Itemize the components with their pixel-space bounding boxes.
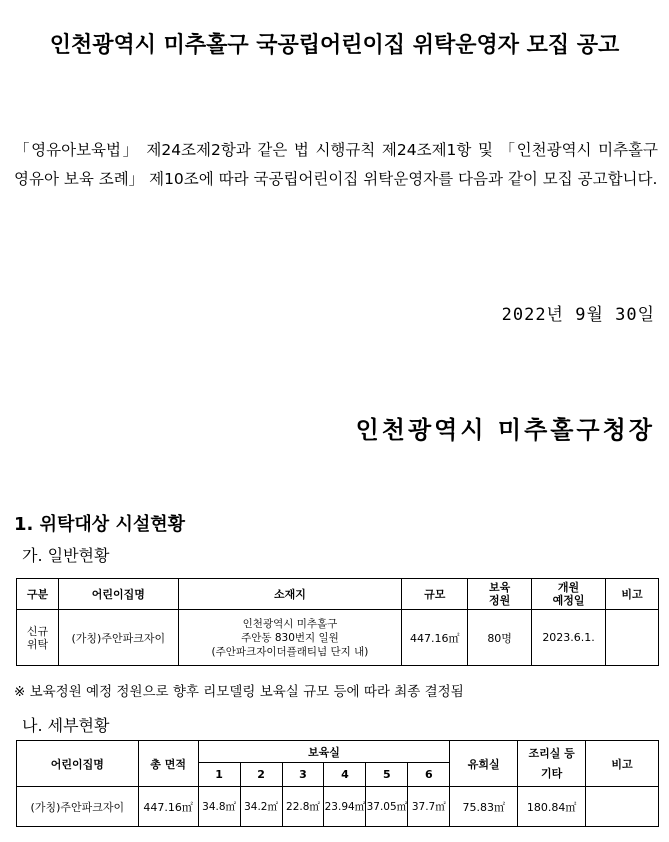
cell-remark: [606, 610, 659, 666]
header-room-1: 1: [198, 763, 240, 787]
header-remark: 비고: [586, 741, 659, 787]
header-room-3: 3: [282, 763, 324, 787]
cell-play-room: 75.83㎡: [450, 787, 518, 827]
header-total-area: 총 면적: [138, 741, 198, 787]
cell-daycare-name: (가칭)주안파크자이: [58, 610, 178, 666]
table-row: [17, 610, 659, 666]
header-capacity: 보육 정원: [468, 579, 532, 610]
cell-type: [17, 610, 59, 666]
cell-daycare-name: (가칭)주안파크자이: [17, 787, 139, 827]
type-line2: 위탁: [26, 637, 49, 651]
header-rooms: 보육실: [198, 741, 450, 763]
address-line1: 인천광역시 미추홀구: [242, 617, 338, 630]
subsection-general-status: 가. 일반현황: [22, 546, 110, 565]
cell-room-4: 23.94㎡: [324, 787, 366, 827]
header-daycare-name: 어린이집명: [58, 579, 178, 610]
table-row: [17, 787, 659, 827]
cell-kitchen-etc: 180.84㎡: [518, 787, 586, 827]
subsection-detail-status: 나. 세부현황: [22, 716, 110, 735]
header-remark: 비고: [606, 579, 659, 610]
detail-status-table: [16, 740, 659, 827]
signer-name: 인천광역시 미추홀구청장: [355, 415, 655, 444]
announcement-date: 2022년 9월 30일: [501, 305, 655, 325]
header-play-room: 유희실: [450, 741, 518, 787]
section-heading: 1. 위탁대상 시설현황: [14, 514, 185, 535]
cell-room-1: 34.8㎡: [198, 787, 240, 827]
header-room-5: 5: [366, 763, 408, 787]
header-room-4: 4: [324, 763, 366, 787]
cell-size: 447.16㎡: [402, 610, 468, 666]
address-line3: (주안파크자이더플래티넘 단지 내): [211, 645, 369, 658]
cell-address: [178, 610, 402, 666]
address-line2: 주안동 830번지 일원: [241, 631, 339, 644]
page-title: 인천광역시 미추홀구 국공립어린이집 위탁운영자 모집 공고: [49, 33, 620, 58]
header-kitchen-etc: 조리실 등 기타: [518, 741, 586, 787]
cell-remark: [586, 787, 659, 827]
header-room-6: 6: [408, 763, 450, 787]
header-room-2: 2: [240, 763, 282, 787]
cell-total-area: 447.16㎡: [138, 787, 198, 827]
cell-capacity: 80명: [468, 610, 532, 666]
header-size: 규모: [402, 579, 468, 610]
cell-room-3: 22.8㎡: [282, 787, 324, 827]
header-address: 소재지: [178, 579, 402, 610]
capacity-note: ※ 보육정원 예정 정원으로 향후 리모델링 보육실 규모 등에 따라 최종 결정됨: [14, 684, 464, 700]
cell-room-2: 34.2㎡: [240, 787, 282, 827]
cell-room-5: 37.05㎡: [366, 787, 408, 827]
type-line1: 신규: [26, 624, 49, 638]
general-status-table: [16, 578, 659, 666]
header-type: 구분: [17, 579, 59, 610]
header-open-date: 개원 예정일: [532, 579, 606, 610]
cell-room-6: 37.7㎡: [408, 787, 450, 827]
cell-open-date: 2023.6.1.: [532, 610, 606, 666]
intro-paragraph: 「영유아보육법」 제24조제2항과 같은 법 시행규칙 제24조제1항 및 「인천광역시 미추홀구 영유아 보육 조례」 제10조에 따라 국공립어린이집 위탁운영자를 다음과 같이 모집 공고합니다.: [14, 141, 658, 188]
header-daycare-name: 어린이집명: [17, 741, 139, 787]
